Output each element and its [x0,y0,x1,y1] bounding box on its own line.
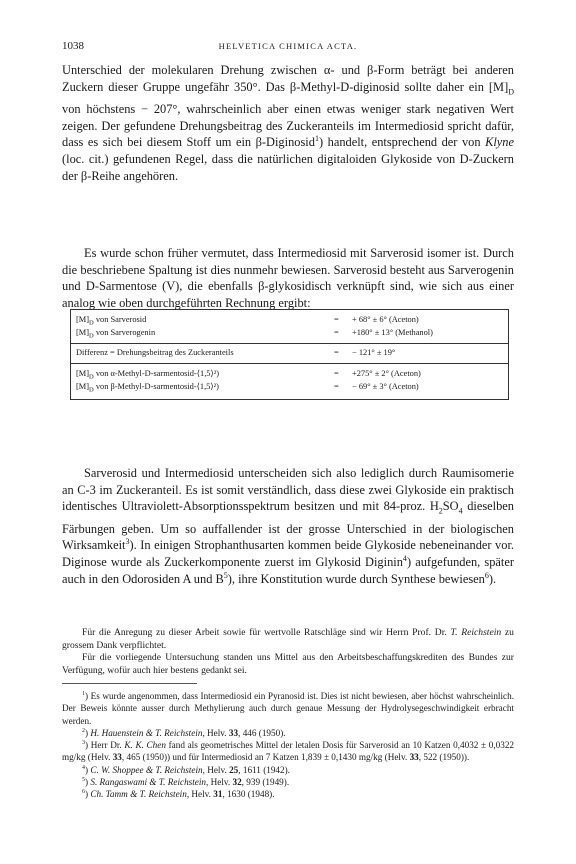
footnotes [62,690,514,801]
footnote-divider [62,683,197,684]
table-cell-value: +275° ± 2° (Aceton) [352,369,421,378]
table-row [71,327,508,339]
footnote-1: $^1$) Es wurde angenommen, dass Intermediosid ein Pyranosid ist. Dies ist nicht bewiesen, aber höchst wahrscheinlich. Der Beweis könnte ausser durch Methylierung auch durch genaue Messung der Hydrolysegeschwindigkeit erbracht werden. [62,690,514,726]
page-number: 1038 [62,40,84,52]
paragraph-3: Sarverosid und Intermediosid unterscheiden sich also lediglich durch Raumisomerie an C-3 im Zuckeranteil. Es ist somit verständlich, dass diese zwei Glykoside ein praktisch identisches Ultraviolett-Absorptionsspektrum besitzen und mit 84-proz. $H_2SO_4$ dieselben Färbungen geben. Um so auffallender ist der grosse Unterschied in der biologischen Wirksamkeit$^3$). In einigen Strophanthusarten kommen beide Glykoside nebeneinander vor. Diginose wurde als Zuckerkomponente zuerst im Glykosid Diginin$^4$) aufgefunden, später auch in den Odorosiden A und $B^5$), ihre Konstitution wurde durch Synthese bewiesen$^6$). [62,466,514,586]
table-row [71,314,508,326]
table-cell-value: − 69° ± 3° (Aceton) [352,382,419,391]
author-klyne: Klyne [485,135,514,150]
footnote-5: $^5$) S. Rangaswami & T. Reichstein, Helv. 32, 939 (1949). [82,777,290,788]
table-cell-label: $[M]_D$ von β-Methyl-D-sarmentosid-⟨1,5⟩²) [76,382,219,394]
table-cell-value: + 68° ± 6° (Aceton) [352,315,419,324]
table-cell-equals: = [334,382,339,391]
footnote-2: $^2$) H. Hauenstein & T. Reichstein, Helv. 33, 446 (1950). [82,727,286,738]
rotation-table [70,309,509,400]
table-cell-label: Differenz = Drehungsbeitrag des Zuckeranteils [76,348,234,357]
paragraph-2: Es wurde schon früher vermutet, dass Intermediosid mit Sarverosid isomer ist. Durch die beschriebene Spaltung ist dies nunmehr bewiesen. Sarverosid besteht aus Sarverogenin und D-Sarmentose (V), die ebenfalls β-glykosidisch verknüpft sind, wie sich aus einer analog wie oben durchgeführten Rechnung ergibt: [62,246,515,311]
table-row [71,347,508,359]
table-cell-value: − 121° ± 19° [352,348,396,357]
table-divider [71,363,508,364]
table-row [71,368,508,380]
table-divider [71,343,508,344]
table-row [71,381,508,393]
table-cell-equals: = [334,328,339,337]
table-cell-equals: = [334,348,339,357]
acknowledgement-1: Für die Anregung zu dieser Arbeit sowie für wertvolle Ratschläge sind wir Herrn Prof. Dr. T. Reichstein zu grossem Dank verpflichtet. [62,627,514,651]
footnote-6: $^6$) Ch. Tamm & T. Reichstein, Helv. 31, 1630 (1948). [82,789,275,800]
table-cell-label: $[M]_D$ von Sarverosid [76,315,147,327]
page-header [62,40,514,56]
table-cell-value: +180° ± 13° (Methanol) [352,328,433,337]
table-cell-label: $[M]_D$ von Sarverogenin [76,328,156,340]
acknowledgement-2: Für die vorliegende Untersuchung standen uns Mittel aus den Arbeitsbeschaffungskrediten des Bundes zur Verfügung, wofür auch hier bestens gedankt sei. [62,652,514,676]
table-cell-label: $[M]_D$ von α-Methyl-D-sarmentosid-⟨1,5⟩²) [76,369,220,381]
footnote-3: $^3$) Herr Dr. K. K. Chen fand als geometrisches Mittel der letalen Dosis für Sarverosid an 10 Katzen 0,4032 ± 0,0322 mg/kg (Helv. 33, 465 (1950)) und für Intermediosid an 7 Katzen 1,839 ± 0,1430 mg/kg (Helv. 33, 522 (1950)). [62,740,515,763]
paragraph-1: Unterschied der molekularen Drehung zwischen α- und β-Form beträgt bei anderen Zuckern dieser Gruppe ungefähr 350°. Das β-Methyl-D-diginosid sollte daher ein $[M]_D$ von höchstens − 207°, wahrscheinlich aber einen etwas weniger stark negativen Wert zeigen. Der gefundene Drehungsbeitrag des Zuckeranteils im Intermediosid spricht dafür, dass es sich bei diesem Stoff um ein β-Diginosid$^1$) handelt, entsprechend der von Klyne (loc. cit.) gefundenen Regel, dass die natürlichen digitaloiden Glykoside von D-Zuckern der β-Reihe angehören. [62,63,514,183]
table-cell-equals: = [334,315,339,324]
journal-title: HELVETICA CHIMICA ACTA. [218,41,358,51]
footnote-4: $^4$) C. W. Shoppee & T. Reichstein, Helv. 25, 1611 (1942). [82,764,290,775]
table-cell-equals: = [334,369,339,378]
